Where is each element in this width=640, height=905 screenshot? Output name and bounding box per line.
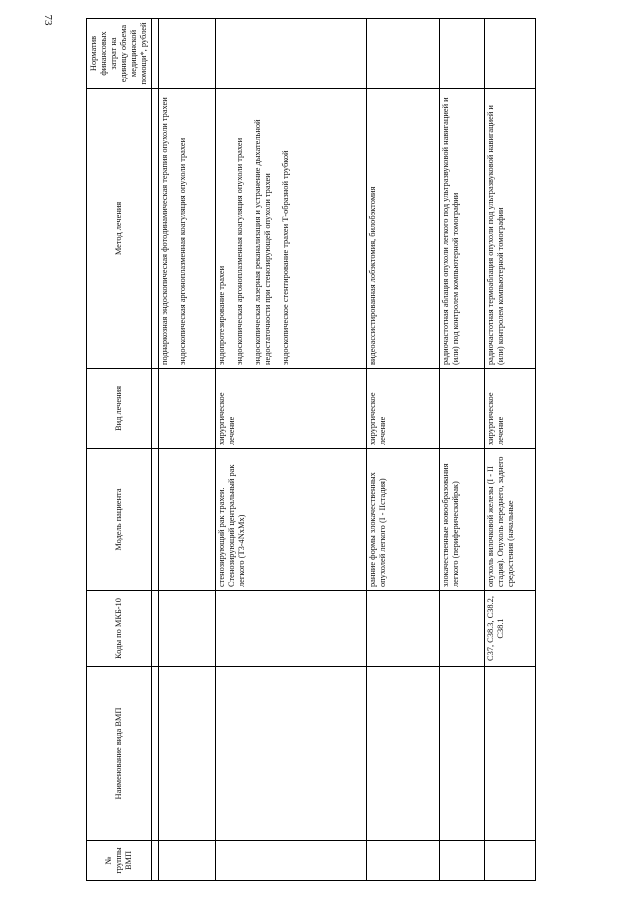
table-row bbox=[485, 19, 536, 881]
page-number: 73 bbox=[42, 14, 54, 26]
model-cell: опухоль вилочковой железы (I - II стадия). Опухоль переднего, заднего средостения (начальные bbox=[485, 449, 536, 591]
method-item: радиочастотная аблация опухоли легкого под ультразвуковой навигацией и (или) под контролем компьютерной томографии bbox=[441, 97, 460, 365]
table-row bbox=[216, 19, 367, 881]
method-cell bbox=[367, 89, 440, 369]
method-item: радиочастотная термоаблация опухоли под ультразвуковой навигацией и (или) контролем компьютерной томографии bbox=[486, 105, 505, 365]
method-cell bbox=[485, 89, 536, 369]
method-cell bbox=[159, 89, 216, 369]
header-row bbox=[87, 19, 152, 881]
model-cell: ранние формы злокачественных опухолей легкого (I - IIстадия) bbox=[367, 449, 440, 591]
method-cell bbox=[440, 89, 485, 369]
method-item: видеоассистированная лобэктомия, билобэктомия bbox=[368, 186, 377, 365]
rotated-page bbox=[86, 19, 601, 881]
header-patient-model: Модель пациента bbox=[87, 449, 152, 591]
method-item: эндопротезирование трахеи bbox=[217, 265, 226, 365]
mkb-codes-cell: C37, C38.3, C38.2, C38.1 bbox=[485, 591, 536, 667]
table-row bbox=[152, 19, 159, 881]
header-treatment-method: Метод лечения bbox=[87, 89, 152, 369]
model-cell: стенозирующий рак трахеи. Стенозирующий центральный рак легкого (Т3-4NxMx) bbox=[216, 449, 367, 591]
method-item: эндоскопическая лазерная реканализация и устранение дыхательной недостаточности при стенозирующей опухоли трахеи bbox=[252, 119, 272, 365]
table-row bbox=[367, 19, 440, 881]
vmp-table bbox=[86, 18, 536, 881]
method-item: эндоскопическая аргоноплазменная коагуляция опухоли трахеи bbox=[234, 137, 244, 365]
header-mkb-codes: Коды по МКБ-10 bbox=[87, 591, 152, 667]
table-row bbox=[159, 19, 216, 881]
method-item: эндоскопическое стентирование трахеи Т-образной трубкой bbox=[280, 150, 290, 365]
treatment-type-cell: хирургическое лечение bbox=[367, 369, 440, 449]
header-financial-norm: Норматив финансовых затрат на единицу объема медицинской помощи*, рублей bbox=[87, 19, 152, 89]
table-row bbox=[440, 19, 485, 881]
header-group-no: № группы ВМП bbox=[87, 841, 152, 881]
header-treatment-type: Вид лечения bbox=[87, 369, 152, 449]
method-item: эндоскопическая аргоноплазменная коагуляция опухоли трахеи bbox=[177, 137, 187, 365]
method-item: поднаркозная эндоскопическая фотодинамическая терапия опухоли трахеи bbox=[160, 97, 169, 365]
model-cell: злокачественные новообразования легкого (периферическийрак) bbox=[440, 449, 485, 591]
header-vmp-name: Наименование вида ВМП bbox=[87, 667, 152, 841]
treatment-type-cell: хирургическое лечение bbox=[485, 369, 536, 449]
method-cell bbox=[216, 89, 367, 369]
treatment-type-cell: хирургическое лечение bbox=[216, 369, 367, 449]
